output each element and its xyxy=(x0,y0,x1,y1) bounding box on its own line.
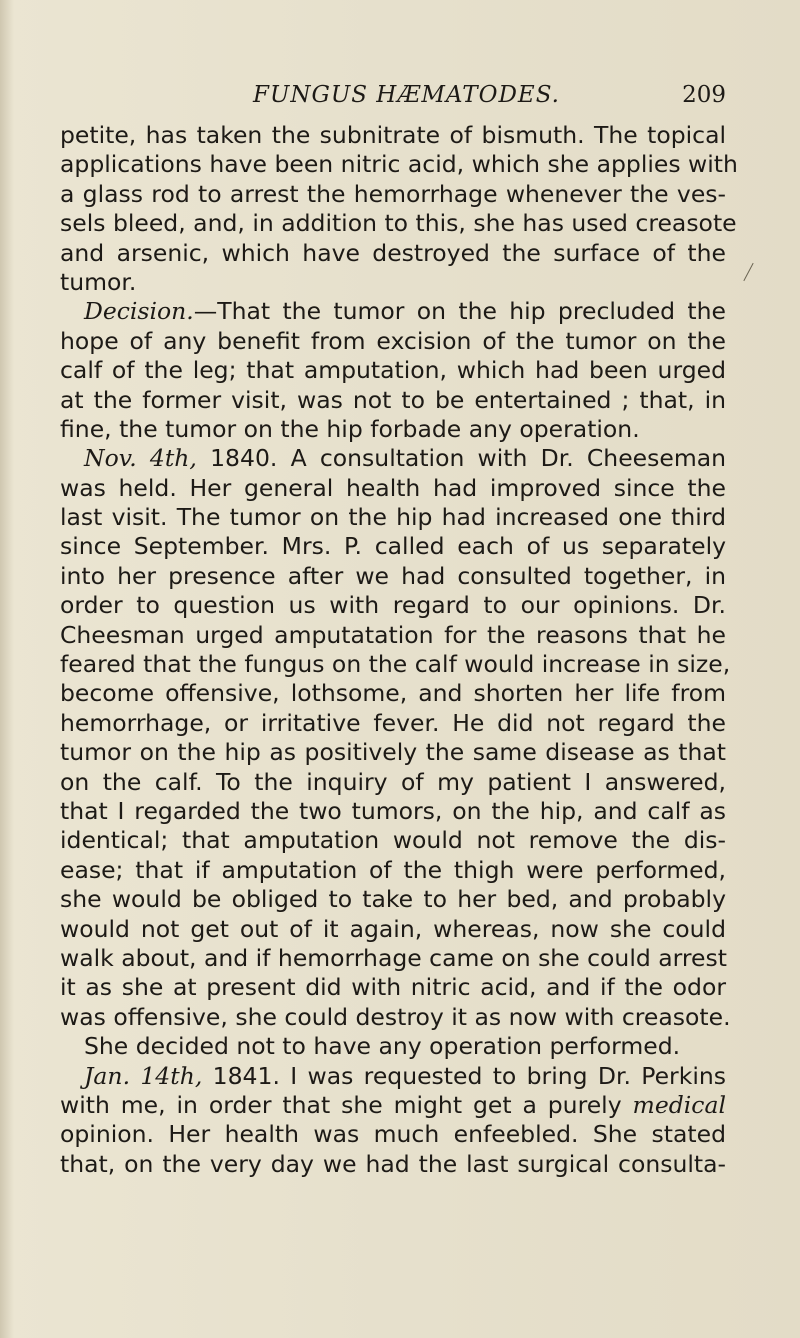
text-line: opinion. Her health was much enfeebled. She stated xyxy=(60,1120,726,1149)
paragraph-jan-14 xyxy=(60,1062,726,1091)
text-line: would not get out of it again, whereas, now she could xyxy=(60,914,726,943)
text-line: She decided not to have any operation performed. xyxy=(84,1032,681,1061)
text-line: fine, the tumor on the hip forbade any operation. xyxy=(60,414,640,443)
page-number: 209 xyxy=(682,82,726,108)
text-line: was offensive, she could destroy it as now with creasote. xyxy=(60,1002,731,1031)
text-line: it as she at present did with nitric acid, and if the odor xyxy=(60,973,726,1002)
text-line: calf of the leg; that amputation, which had been urged xyxy=(60,356,726,385)
decision-label: Decision. xyxy=(84,297,194,326)
emphasis-medical: medical xyxy=(632,1090,726,1119)
text-line: Cheesman urged amputatation for the reasons that he xyxy=(60,620,726,649)
text-line: hope of any benefit from excision of the tumor on the xyxy=(60,326,726,355)
text-line: since September. Mrs. P. called each of us separately xyxy=(60,532,726,561)
text-line: and arsenic, which have destroyed the surface of the xyxy=(60,238,726,267)
text-line: petite, has taken the subnitrate of bismuth. The topical xyxy=(60,121,726,149)
text-line: ease; that if amputation of the thigh were performed, xyxy=(60,855,726,884)
text-line: she would be obliged to take to her bed, and probably xyxy=(60,885,726,914)
text-line: into her presence after we had consulted together, in xyxy=(60,561,726,590)
text-line: on the calf. To the inquiry of my patient I answered, xyxy=(60,767,726,796)
text-span: —That the tumor on the hip precluded the xyxy=(193,297,726,326)
paragraph-decision xyxy=(60,297,726,326)
margin-mark xyxy=(743,263,753,281)
text-line: last visit. The tumor on the hip had increased one third xyxy=(60,503,726,532)
text-line: applications have been nitric acid, which she applies with xyxy=(60,150,738,179)
text-span: 1841. I was requested to bring Dr. Perkins xyxy=(202,1061,726,1090)
text-line: that, on the very day we had the last surgical consulta- xyxy=(60,1149,726,1178)
running-title: FUNGUS HÆMATODES. xyxy=(253,82,560,108)
paragraph-nov-4 xyxy=(60,444,726,473)
text-line: hemorrhage, or irritative fever. He did not regard the xyxy=(60,708,726,737)
text-span: 1840. A consultation with Dr. Cheeseman xyxy=(196,444,727,473)
text-line: become offensive, lothsome, and shorten her life from xyxy=(60,679,726,708)
page-header xyxy=(60,82,726,122)
text-line: that I regarded the two tumors, on the hip, and calf as xyxy=(60,796,726,825)
text-line: at the former visit, was not to be entertained ; that, in xyxy=(60,385,726,414)
text-line: tumor on the hip as positively the same disease as that xyxy=(60,738,726,767)
text-line: sels bleed, and, in addition to this, she has used creasote xyxy=(60,209,737,238)
date-label: Nov. 4th, xyxy=(84,444,197,473)
text-line: identical; that amputation would not remove the dis- xyxy=(60,826,726,855)
text-line: tumor. xyxy=(60,267,137,296)
body-text xyxy=(60,121,738,1179)
text-span: with me, in order that she might get a purely xyxy=(60,1090,633,1119)
text-line: walk about, and if hemorrhage came on she could arrest xyxy=(60,943,727,972)
text-line: feared that the fungus on the calf would increase in size, xyxy=(60,650,731,679)
text-line: order to question us with regard to our opinions. Dr. xyxy=(60,591,726,620)
date-label: Jan. 14th, xyxy=(84,1061,203,1090)
text-line: a glass rod to arrest the hemorrhage whenever the ves- xyxy=(60,179,726,208)
text-line xyxy=(60,1091,726,1120)
page-gutter-shadow xyxy=(0,0,14,1338)
text-line: was held. Her general health had improved since the xyxy=(60,473,726,502)
